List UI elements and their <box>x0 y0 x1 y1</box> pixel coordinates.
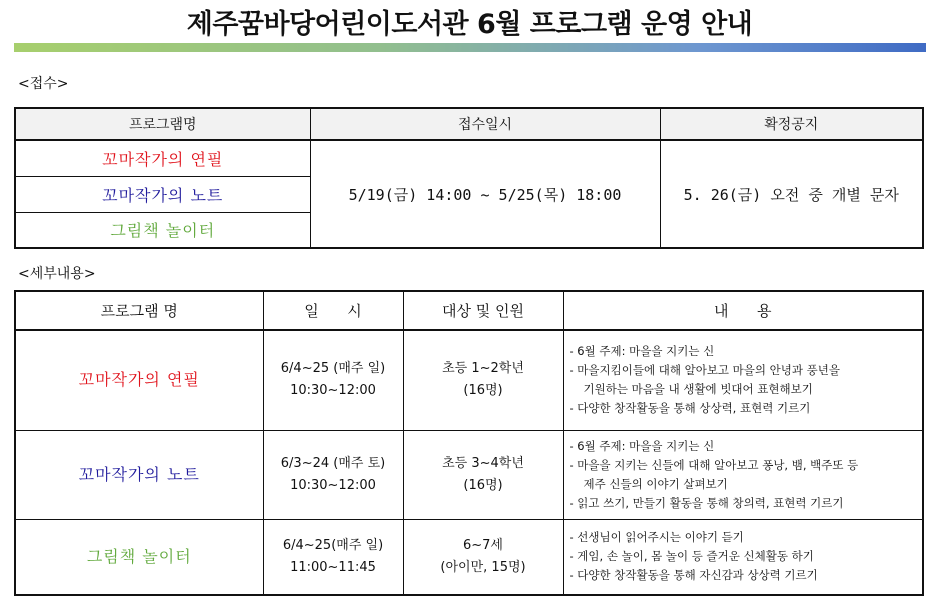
content-line: - 읽고 쓰기, 만들기 활동을 통해 창의력, 표현력 기르기 <box>569 495 844 510</box>
header-reception-period: 접수일시 <box>310 108 660 140</box>
target-group: 초등 3~4학년 <box>442 455 524 471</box>
schedule-time: 11:00~11:45 <box>290 559 376 575</box>
header-content: 내 용 <box>563 291 923 330</box>
content-cell <box>563 330 923 430</box>
program-name-picturebook: 그림책 놀이터 <box>15 212 310 248</box>
content-line: - 선생님이 읽어주시는 이야기 듣기 <box>569 530 744 545</box>
program-name-picturebook: 그림책 놀이터 <box>15 519 263 595</box>
content-line: - 마을을 지키는 신들에 대해 알아보고 퐁낭, 뱀, 백주또 등 <box>569 457 859 472</box>
schedule-time: 10:30~12:00 <box>290 383 376 399</box>
reception-table <box>14 107 924 249</box>
content-cell <box>563 430 923 519</box>
page-title: 제주꿈바당어린이도서관 6월 프로그램 운영 안내 <box>186 9 753 40</box>
target-count: (16명) <box>463 383 503 399</box>
target-count: (16명) <box>463 477 503 493</box>
details-table <box>14 290 924 596</box>
table-row <box>15 519 923 595</box>
content-line: - 6월 주제: 마을을 지키는 신 <box>569 344 715 359</box>
content-line: - 6월 주제: 마을을 지키는 신 <box>569 438 715 453</box>
target-group: 6~7세 <box>463 537 503 553</box>
schedule-time: 10:30~12:00 <box>290 477 376 493</box>
details-header-row <box>15 291 923 330</box>
program-name-pencil: 꼬마작가의 연필 <box>15 330 263 430</box>
table-row <box>15 330 923 430</box>
header-program-name: 프로그램 명 <box>15 291 263 330</box>
schedule-cell <box>263 330 403 430</box>
content-line: - 다양한 창작활동을 통해 자신감과 상상력 기르기 <box>569 568 818 583</box>
target-count: (아이만, 15명) <box>440 559 526 575</box>
table-row <box>15 140 923 176</box>
content-line: 기원하는 마음을 내 생활에 빗대어 표현해보기 <box>583 382 813 397</box>
program-name-pencil: 꼬마작가의 연필 <box>15 140 310 176</box>
schedule-date: 6/3~24 (매주 토) <box>280 455 386 471</box>
reception-header-row <box>15 108 923 140</box>
table-row <box>15 430 923 519</box>
schedule-date: 6/4~25(매주 일) <box>282 537 384 553</box>
schedule-date: 6/4~25 (매주 일) <box>280 361 386 377</box>
schedule-cell <box>263 430 403 519</box>
target-cell <box>403 330 563 430</box>
title-underline-bar <box>14 43 926 52</box>
header-confirmation-notice: 확정공지 <box>660 108 923 140</box>
content-cell <box>563 519 923 595</box>
target-cell <box>403 519 563 595</box>
program-name-note: 꼬마작가의 노트 <box>15 430 263 519</box>
content-line: 제주 신들의 이야기 살펴보기 <box>583 476 728 491</box>
header-schedule: 일 시 <box>263 291 403 330</box>
header-target: 대상 및 인원 <box>403 291 563 330</box>
content-line: - 게임, 손 놀이, 몸 놀이 등 즐거운 신체활동 하기 <box>569 549 814 564</box>
program-name-note: 꼬마작가의 노트 <box>15 176 310 212</box>
target-group: 초등 1~2학년 <box>442 361 524 377</box>
schedule-cell <box>263 519 403 595</box>
content-line: - 마을지킴이들에 대해 알아보고 마을의 안녕과 풍년을 <box>569 363 840 378</box>
details-section-label: <세부내용> <box>18 266 96 282</box>
reception-period: 5/19(금) 14:00 ~ 5/25(목) 18:00 <box>310 140 660 248</box>
reception-section-label: <접수> <box>18 76 69 92</box>
target-cell <box>403 430 563 519</box>
header-program-name: 프로그램명 <box>15 108 310 140</box>
content-line: - 다양한 창작활동을 통해 상상력, 표현력 기르기 <box>569 401 811 416</box>
confirmation-notice: 5. 26(금) 오전 중 개별 문자 <box>660 140 923 248</box>
